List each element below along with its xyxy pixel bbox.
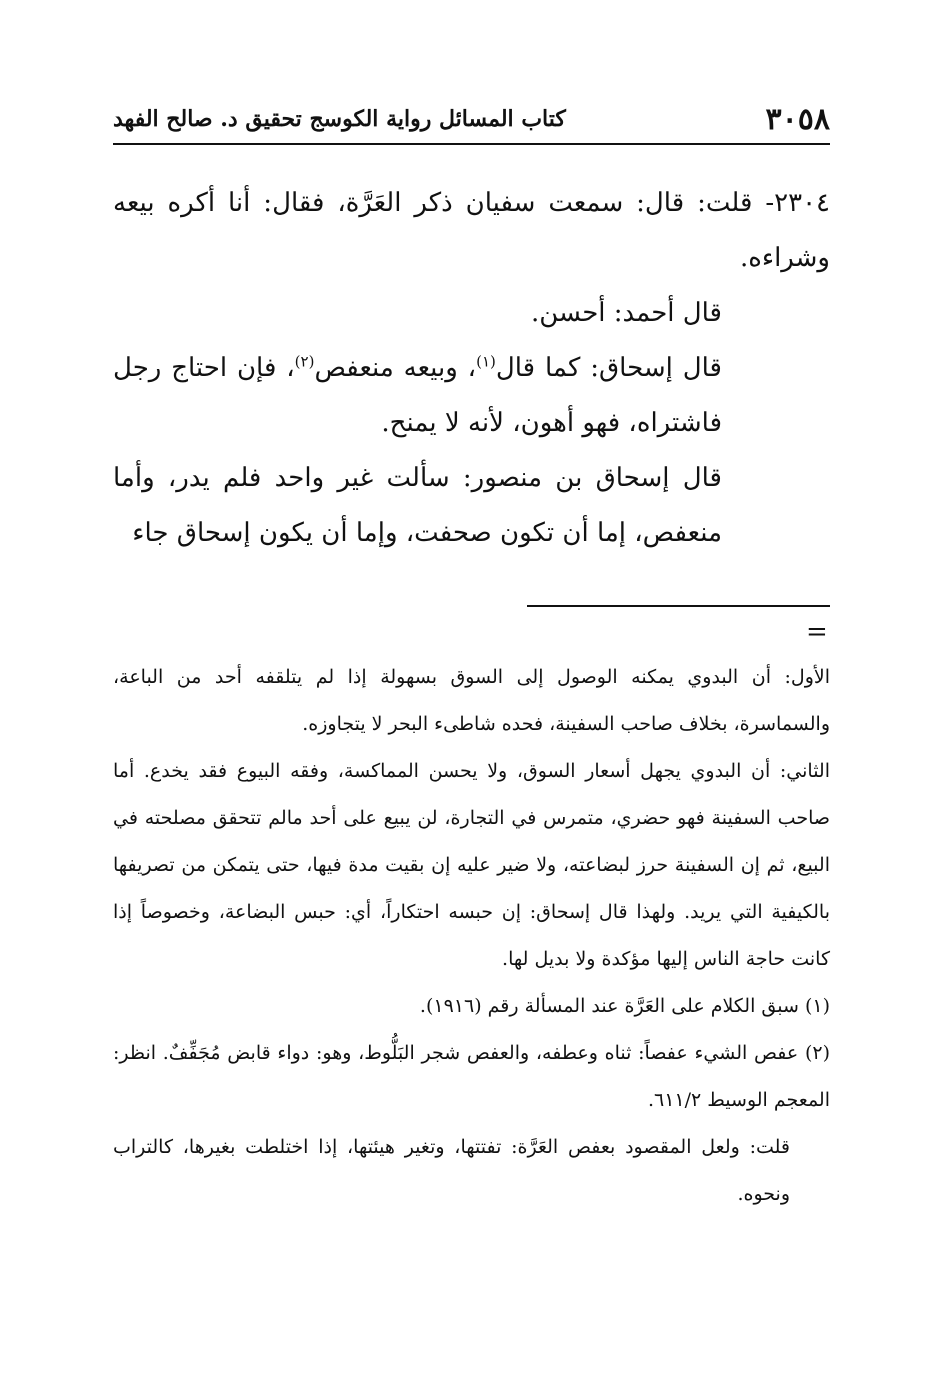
- main-text: [113, 176, 830, 561]
- footnote-continued-para-2: الثاني: أن البدوي يجهل أسعار السوق، ولا يحسن المماكسة، وفقه البيوع فقد يخدع. أما صاحب السفينة فهو حضري، متمرس في التجارة، لن يبيع على أحد مالم تتحقق مصلحته في البيع، ثم إن السفينة حرز لبضاعته، ولا ضير عليه إن بقيت مدة فيها، حتى يتمكن من تصريفها بالكيفية التي يريد. ولهذا قال إسحاق: إن حبسه احتكاراً، أي: حبس البضاعة، وخصوصاً إذا كانت حاجة الناس إليها مؤكدة ولا بديل لها.: [113, 760, 830, 970]
- footnote-2: (٢) عفص الشيء عفصاً: ثناه وعطفه، والعفص شجر البَلُّوط، وهو: دواء قابض مُجَفِّفٌ. انظر: المعجم الوسيط ٦١١/٢.: [113, 1042, 830, 1111]
- ishaq-answer-part-3: ، فإن احتاج رجل فاشتراه، فهو أهون، لأنه لا يمنح.: [113, 353, 722, 438]
- footnote-ref-2: (٢): [294, 352, 315, 371]
- book-title: كتاب المسائل رواية الكوسج تحقيق د. صالح الفهد: [113, 106, 566, 132]
- running-header: [113, 96, 830, 142]
- header-divider: [113, 143, 830, 145]
- footnote-continuation-mark: =: [806, 617, 828, 647]
- ishaq-answer: [113, 341, 830, 451]
- footnote-2-comment: قلت: ولعل المقصود بعفص العَرَّة: تفتتها، وتغير هيئتها، إذا اختلطت بغيرها، كالتراب ونحوه.: [113, 1136, 790, 1205]
- ishaq-answer-part-1: قال إسحاق: كما قال: [495, 353, 722, 383]
- issue-2304-paragraph: ٢٣٠٤- قلت: قال: سمعت سفيان ذكر العَرَّة، فقال: أنا أكره بيعه وشراءه.: [113, 188, 830, 273]
- page-number: ٣٠٥٨: [765, 101, 830, 137]
- ahmad-answer: قال أحمد: أحسن.: [530, 298, 722, 328]
- footnote-continued-para-1: الأول: أن البدوي يمكنه الوصول إلى السوق بسهولة إذا لم يتلقفه أحد من الباعة، والسماسرة، بخلاف صاحب السفينة، فحده شاطىء البحر لا يتجاوزه.: [113, 666, 830, 735]
- footnote-divider: [527, 605, 830, 607]
- ishaq-bin-mansur-comment: قال إسحاق بن منصور: سألت غير واحد فلم يدر، وأما منعفص، إما أن تكون صحفت، وإما أن يكون إسحاق جاء: [113, 463, 722, 548]
- footnote-ref-1: (١): [476, 352, 496, 371]
- footnote-1: (١) سبق الكلام على العَرَّة عند المسألة رقم (١٩١٦).: [419, 995, 830, 1017]
- ishaq-answer-part-2: ، وبيعه منعفص: [314, 353, 477, 383]
- footnotes: [113, 654, 830, 1218]
